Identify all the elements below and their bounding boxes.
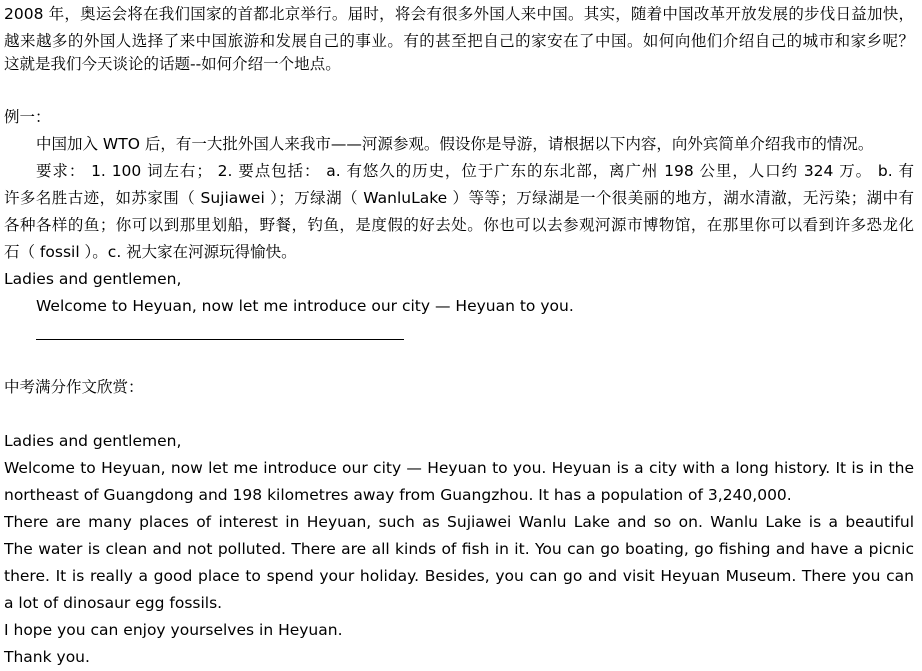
example-opening: Welcome to Heyuan, now let me introduce our city — Heyuan to you.	[36, 297, 574, 315]
model-line-8: Thank you.	[4, 648, 90, 666]
intro-line-2: 越来越多的外国人选择了来中国旅游和发展自己的事业。有的甚至把自己的家安在了中国。如何向他们介绍自己的城市和家乡呢？	[4, 32, 914, 50]
model-line-6: a lot of dinosaur egg fossils.	[4, 594, 223, 612]
requirements-line-4: 石（ fossil ）。c. 祝大家在河源玩得愉快。	[4, 243, 297, 261]
model-heading: 中考满分作文欣赏：	[4, 378, 144, 396]
answer-blank-line	[36, 339, 404, 340]
model-line-1: Welcome to Heyuan, now let me introduce our city — Heyuan to you. Heyuan is a city with a long history. It is in the	[4, 459, 914, 477]
example-prompt: 中国加入 WTO 后，有一大批外国人来我市——河源参观。假设你是导游，请根据以下内容，向外宾简单介绍我市的情况。	[36, 135, 874, 153]
intro-line-3: 这就是我们今天谈论的话题--如何介绍一个地点。	[4, 55, 341, 73]
model-line-5: there. It is really a good place to spend your holiday. Besides, you can go and visit Heyuan Museum. There you can	[4, 567, 914, 585]
model-line-3: There are many places of interest in Heyuan, such as Sujiawei Wanlu Lake and so on. Wanlu Lake is a beautiful	[4, 513, 914, 531]
requirements-line-1: 要求： 1. 100 词左右； 2. 要点包括： a. 有悠久的历史，位于广东的东北部，离广州 198 公里，人口约 324 万。 b. 有	[36, 162, 914, 180]
requirements-line-2: 许多名胜古迹，如苏家围（ Sujiawei ）；万绿湖（ WanluLake ）等等；万绿湖是一个很美丽的地方，湖水清澈，无污染；湖中有	[4, 189, 914, 207]
example-heading: 例一：	[4, 108, 51, 126]
intro-line-1: 2008 年，奥运会将在我们国家的首都北京举行。届时，将会有很多外国人来中国。其实，随着中国改革开放发展的步伐日益加快，	[4, 5, 914, 23]
example-salutation: Ladies and gentlemen,	[4, 270, 182, 288]
model-line-4: The water is clean and not polluted. There are all kinds of fish in it. You can go boating, go fishing and have a picnic	[4, 540, 914, 558]
model-line-2: northeast of Guangdong and 198 kilometres away from Guangzhou. It has a population of 3,240,000.	[4, 486, 792, 504]
model-salutation: Ladies and gentlemen,	[4, 432, 182, 450]
requirements-line-3: 各种各样的鱼；你可以到那里划船，野餐，钓鱼，是度假的好去处。你也可以去参观河源市博物馆，在那里你可以看到许多恐龙化	[4, 216, 914, 234]
model-line-7: I hope you can enjoy yourselves in Heyuan.	[4, 621, 343, 639]
